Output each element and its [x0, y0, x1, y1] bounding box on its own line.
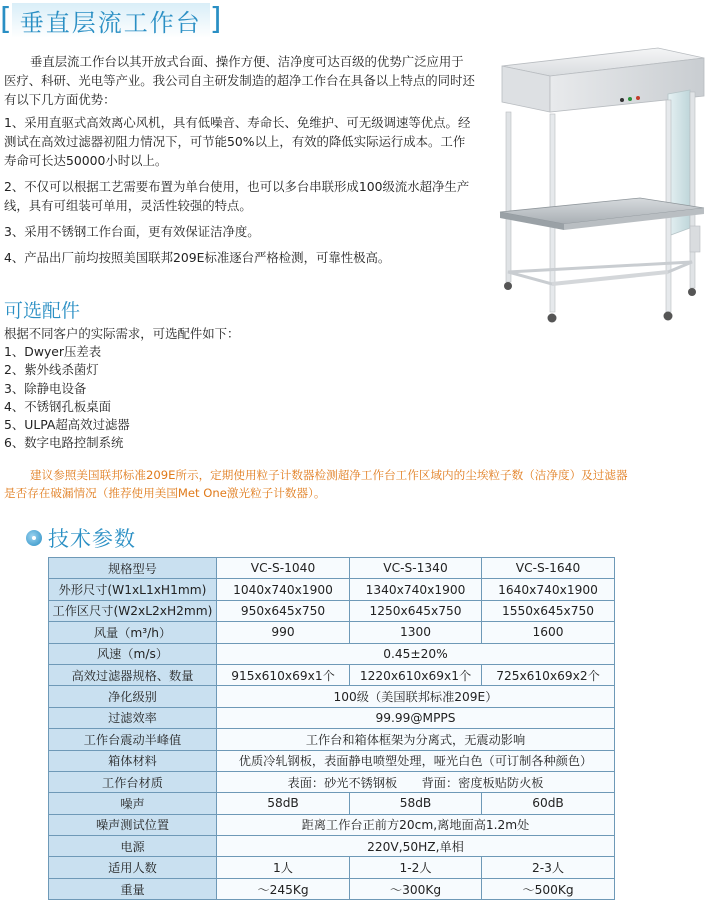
- row-value: 915x610x69x1个: [217, 664, 350, 685]
- row-label: 工作区尺寸(W2xL2xH2mm): [49, 600, 217, 621]
- list-item: 2、紫外线杀菌灯: [4, 362, 99, 378]
- advantage-3: 3、采用不锈钢工作台面，更有效保证洁净度。: [4, 224, 260, 239]
- row-value: 1220x610x69x1个: [350, 664, 482, 685]
- tech-params-title: 技术参数: [48, 527, 136, 551]
- row-label: 高效过滤器规格、数量: [49, 664, 217, 685]
- note-line-2: 是否存在破漏情况（推荐使用美国Met One激光粒子计数器）。: [4, 486, 326, 500]
- table-row: [49, 793, 615, 814]
- row-value: 1250x645x750: [350, 600, 482, 621]
- row-value: 60dB: [482, 793, 615, 814]
- list-item: 4、不锈钢孔板桌面: [4, 398, 112, 414]
- note-line-1: 建议参照美国联邦标准209E所示，定期使用粒子计数器检测超净工作台工作区域内的尘埃粒子数（洁净度）及过滤器: [30, 468, 628, 482]
- table-row: [49, 707, 615, 728]
- row-label: 噪声: [49, 793, 217, 814]
- row-label: 净化级别: [49, 686, 217, 707]
- table-row: [49, 836, 615, 857]
- row-label: 工作台震动半峰值: [49, 729, 217, 750]
- left-bracket: [: [0, 2, 12, 37]
- product-image: [490, 40, 712, 330]
- bullet-icon: [26, 530, 42, 546]
- row-value: 1340x740x1900: [350, 579, 482, 600]
- list-item: 1、Dwyer压差表: [4, 344, 102, 360]
- row-value: ～500Kg: [482, 878, 615, 899]
- row-value: VC-S-1040: [217, 558, 350, 579]
- advantage-4: 4、产品出厂前均按照美国联邦209E标准逐台严格检测，可靠性极高。: [4, 250, 391, 265]
- title-background: [12, 3, 210, 38]
- row-value: ～300Kg: [350, 878, 482, 899]
- spec-table-body: [49, 558, 615, 900]
- row-value: 0.45±20%: [217, 643, 615, 664]
- row-value: 1640x740x1900: [482, 579, 615, 600]
- advantage-1: 1、采用直驱式高效离心风机，具有低噪音、寿命长、免维护、可无级调速等优点。经测试在高效过滤器初阻力情况下，可节能50%以上，有效的降低实际运行成本。工作寿命可长达50000小时以上。: [4, 115, 471, 168]
- row-value: ～245Kg: [217, 878, 350, 899]
- page-title: 垂直层流工作台: [19, 8, 202, 37]
- row-label: 风速（m/s）: [49, 643, 217, 664]
- table-row: [49, 664, 615, 685]
- page-title-bar: [0, 2, 221, 38]
- list-item: 5、ULPA超高效过滤器: [4, 417, 130, 433]
- row-value: 1600: [482, 622, 615, 643]
- row-value: 58dB: [350, 793, 482, 814]
- row-value: 距离工作台正前方20cm,离地面高1.2m处: [217, 814, 615, 835]
- row-label: 电源: [49, 836, 217, 857]
- row-value: 表面：砂光不锈钢板 背面：密度板贴防火板: [217, 771, 615, 792]
- row-label: 风量（m³/h）: [49, 622, 217, 643]
- optional-accessories-list: [4, 325, 239, 452]
- list-item: 3、除静电设备: [4, 380, 87, 396]
- row-label: 外形尺寸(W1xL1xH1mm): [49, 579, 217, 600]
- table-row: [49, 750, 615, 771]
- table-row: [49, 729, 615, 750]
- row-value: 优质冷轧钢板，表面静电喷塑处理，哑光白色（可订制各种颜色）: [217, 750, 615, 771]
- table-row: [49, 814, 615, 835]
- row-value: 工作台和箱体框架为分离式，无震动影响: [217, 729, 615, 750]
- row-value: 950x645x750: [217, 600, 350, 621]
- row-label: 适用人数: [49, 857, 217, 878]
- tech-params-header: [26, 523, 136, 553]
- spec-table: [48, 557, 615, 900]
- row-label: 重量: [49, 878, 217, 899]
- table-row: [49, 622, 615, 643]
- table-row: [49, 686, 615, 707]
- row-label: 过滤效率: [49, 707, 217, 728]
- intro-section: [4, 52, 476, 274]
- table-row: [49, 857, 615, 878]
- row-value: 100级（美国联邦标准209E）: [217, 686, 615, 707]
- row-label: 噪声测试位置: [49, 814, 217, 835]
- optional-intro: 根据不同客户的实际需求，可选配件如下：: [4, 326, 240, 341]
- table-row: [49, 579, 615, 600]
- row-value: 1人: [217, 857, 350, 878]
- row-value: 725x610x69x2个: [482, 664, 615, 685]
- table-row: [49, 600, 615, 621]
- row-label: 规格型号: [49, 558, 217, 579]
- optional-accessories-title: 可选配件: [4, 300, 81, 322]
- table-row: [49, 771, 615, 792]
- row-value: 1300: [350, 622, 482, 643]
- table-row: [49, 878, 615, 899]
- row-value: VC-S-1340: [350, 558, 482, 579]
- row-value: 58dB: [217, 793, 350, 814]
- advantage-2: 2、不仅可以根据工艺需要布置为单台使用，也可以多台串联形成100级流水超净生产线，具有可组装可单用，灵活性较强的特点。: [4, 179, 470, 213]
- row-label: 工作台材质: [49, 771, 217, 792]
- right-bracket: ]: [209, 2, 222, 37]
- row-value: VC-S-1640: [482, 558, 615, 579]
- table-row: [49, 558, 615, 579]
- row-value: 1040x740x1900: [217, 579, 350, 600]
- recommendation-note: [4, 466, 694, 502]
- row-value: 1-2人: [350, 857, 482, 878]
- table-row: [49, 643, 615, 664]
- row-value: 990: [217, 622, 350, 643]
- row-value: 2-3人: [482, 857, 615, 878]
- intro-lead: 垂直层流工作台以其开放式台面、操作方便、洁净度可达百级的优势广泛应用于医疗、科研、光电等产业。我公司自主研发制造的超净工作台在具备以上特点的同时还有以下几方面优势：: [4, 54, 475, 107]
- list-item: 6、数字电路控制系统: [4, 435, 124, 451]
- row-value: 220V,50HZ,单相: [217, 836, 615, 857]
- row-value: 99.99@MPPS: [217, 707, 615, 728]
- row-value: 1550x645x750: [482, 600, 615, 621]
- row-label: 箱体材料: [49, 750, 217, 771]
